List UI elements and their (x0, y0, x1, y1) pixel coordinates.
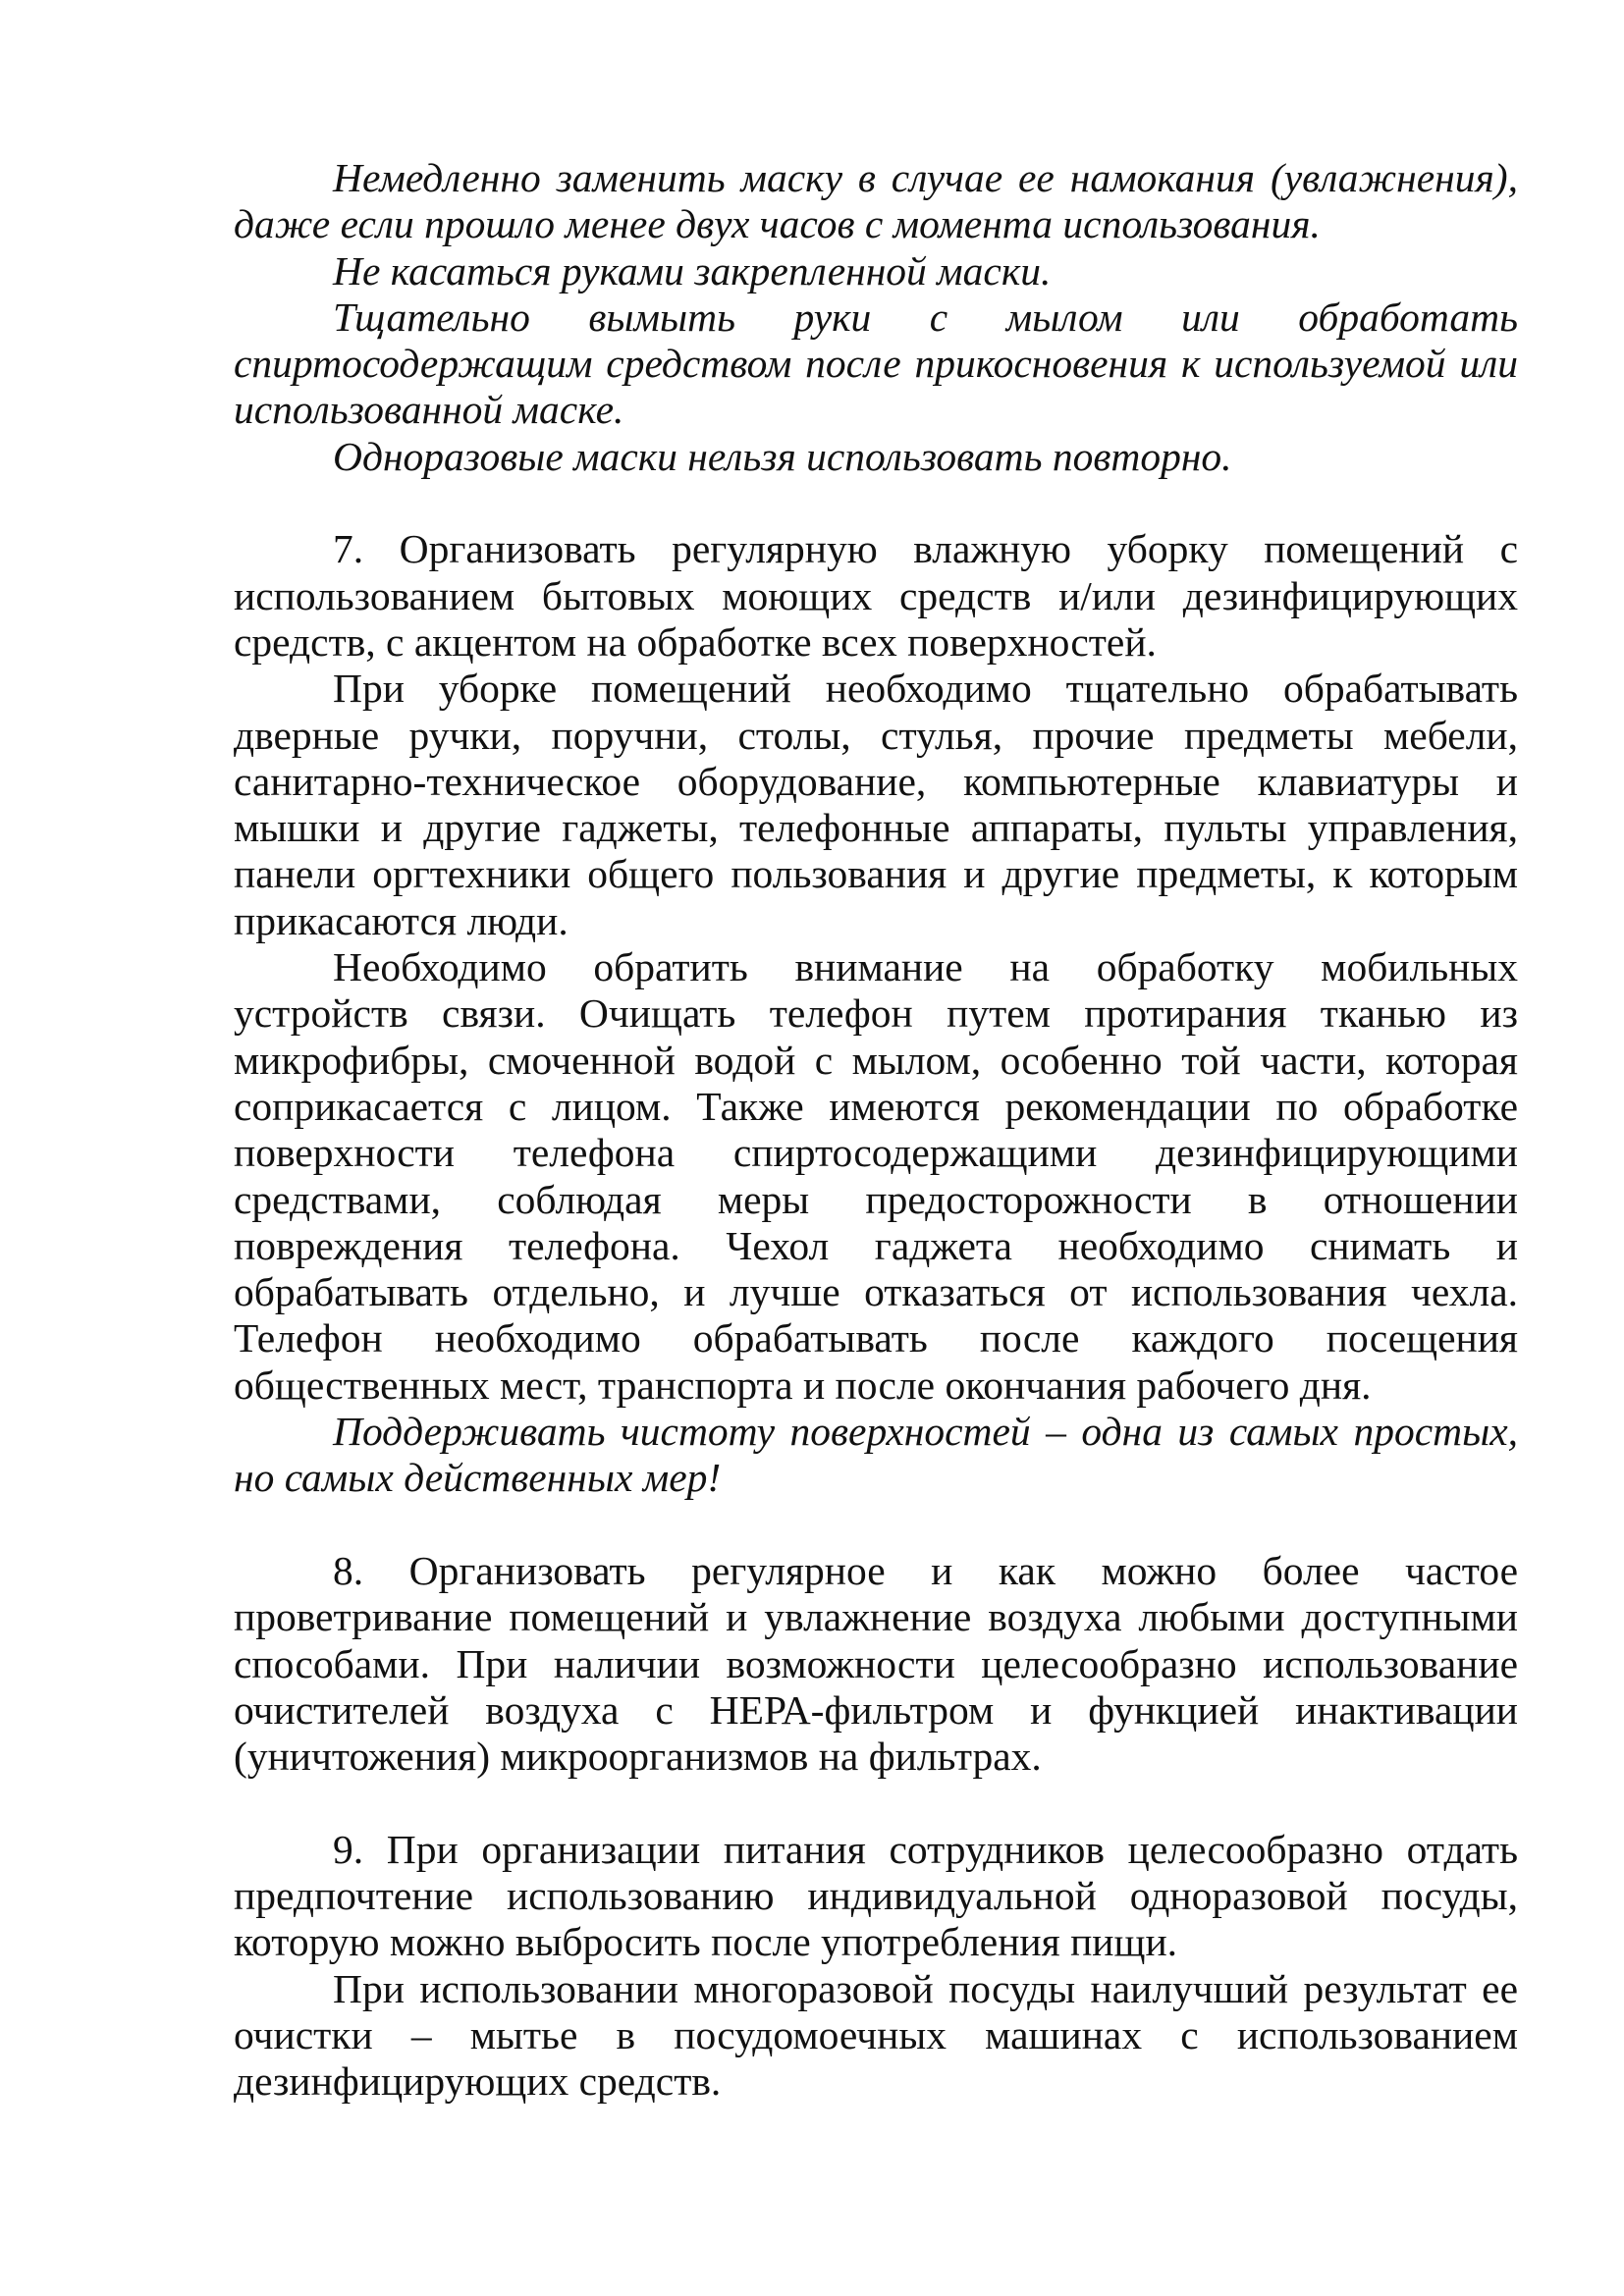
paragraph-spacer (234, 1502, 1518, 1548)
paragraph-item-9-dishes: 9. При организации питания сотрудников целесообразно отдать предпочтение использованию индивидуальной одноразовой посуды, которую можно выбросить после употребления пищи. (234, 1826, 1518, 1965)
paragraph-spacer (234, 1780, 1518, 1826)
paragraph-surface-cleanliness-note: Поддерживать чистоту поверхностей – одна из самых простых, но самых действенных мер! (234, 1409, 1518, 1501)
paragraph-disposable-masks: Одноразовые маски нельзя использовать повторно. (333, 433, 1232, 479)
paragraph-cleaning-surfaces: При уборке помещений необходимо тщательно обрабатывать дверные ручки, поручни, столы, стулья, прочие предметы мебели, санитарно-техническое оборудование, компьютерные клавиатуры и мышки и другие гаджеты, телефонные аппараты, пульты управления, панели оргтехники общего пользования и другие предметы, к которым прикасаются люди. (234, 666, 1518, 943)
paragraph-mobile-devices: Необходимо обратить внимание на обработку мобильных устройств связи. Очищать телефон путем протирания тканью из микрофибры, смоченной водой с мылом, особенно той части, которая соприкасается с лицом. Также имеются рекомендации по обработке поверхности телефона спиртосодержащими дезинфицирующими средствами, соблюдая меры предосторожности в отношении повреждения телефона. Чехол гаджета необходимо снимать и обрабатывать отдельно, и лучше отказаться от использования чехла. Телефон необходимо обрабатывать после каждого посещения общественных мест, транспорта и после окончания рабочего дня. (234, 944, 1518, 1408)
paragraph-item-7-wet-cleaning: 7. Организовать регулярную влажную уборку помещений с использованием бытовых моющих средств и/или дезинфицирующих средств, с акцентом на обработке всех поверхностей. (234, 526, 1518, 665)
document-body (234, 155, 1518, 2105)
paragraph-do-not-touch-mask: Не касаться руками закрепленной маски. (333, 247, 1052, 294)
paragraph-spacer (234, 480, 1518, 526)
paragraph-reusable-dishes: При использовании многоразовой посуды наилучший результат ее очистки – мытье в посудомоечных машинах с использованием дезинфицирующих средств. (234, 1965, 1518, 2105)
paragraph-replace-wet-mask: Немедленно заменить маску в случае ее намокания (увлажнения), даже если прошло менее двух часов с момента использования. (234, 155, 1518, 247)
paragraph-item-8-ventilation: 8. Организовать регулярное и как можно более частое проветривание помещений и увлажнение воздуха любыми доступными способами. При наличии возможности целесообразно использование очистителей воздуха с НЕРА-фильтром и функцией инактивации (уничтожения) микроорганизмов на фильтрах. (234, 1547, 1518, 1780)
paragraph-wash-hands: Тщательно вымыть руки с мылом или обработать спиртосодержащим средством после прикосновения к используемой или использованной маске. (234, 294, 1518, 433)
